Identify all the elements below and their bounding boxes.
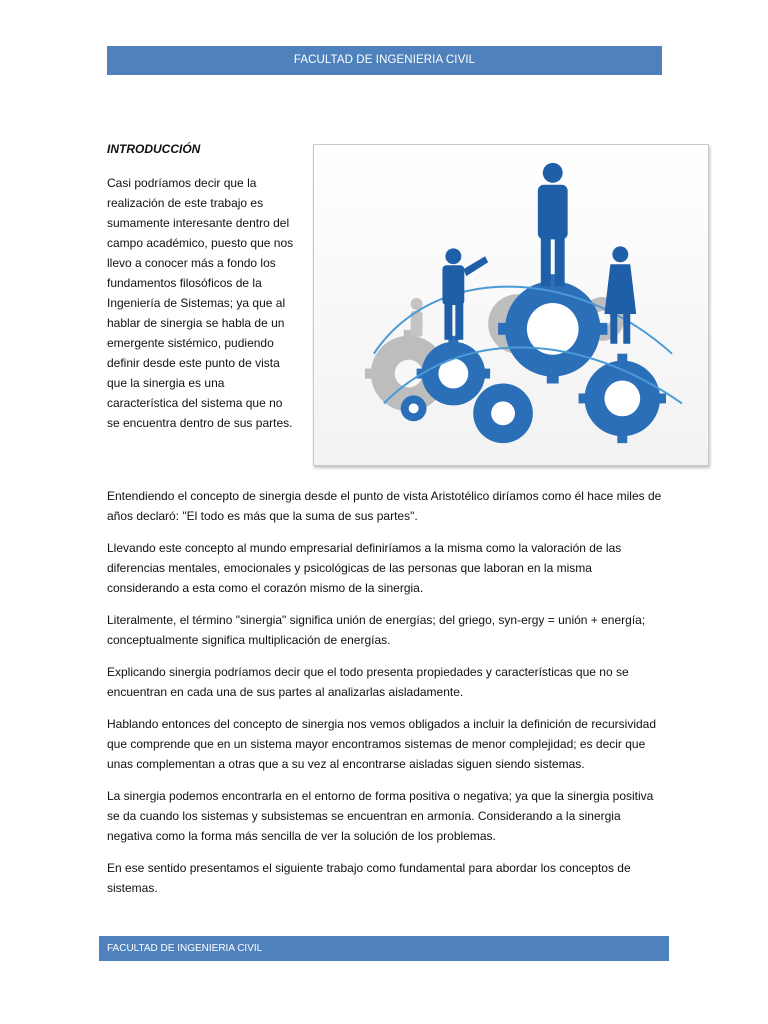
section-title: INTRODUCCIÓN <box>107 142 201 156</box>
gears-icon <box>314 145 708 465</box>
body-paragraph: Hablando entonces del concepto de sinergia nos vemos obligados a incluir la definición de recursividad que comprende que en un sistema mayor encontramos sistemas de menor complejidad; es decir que unas complementan a otras que a su vez al encontrarse aisladas siguen siendo sistemas. <box>107 717 657 771</box>
page-header-bar <box>107 46 662 75</box>
body-paragraph: Explicando sinergia podríamos decir que el todo presenta propiedades y características que no se encuentran en cada una de sus partes al analizarlas aisladamente. <box>107 665 629 699</box>
body-paragraph: Llevando este concepto al mundo empresarial definiríamos a la misma como la valoración de las diferencias mentales, emocionales y psicológicas de las personas que laboran en la misma considerando a esta como el corazón mismo de la sinergia. <box>107 541 622 595</box>
footer-title: FACULTAD DE INGENIERIA CIVIL <box>107 943 263 954</box>
page-footer-bar <box>99 936 669 961</box>
body-content <box>107 486 667 910</box>
gears-people-illustration <box>313 144 709 466</box>
header-title: FACULTAD DE INGENIERIA CIVIL <box>293 54 476 66</box>
body-paragraph: En ese sentido presentamos el siguiente trabajo como fundamental para abordar los conceptos de sistemas. <box>107 861 631 895</box>
body-paragraph: Literalmente, el término "sinergia" significa unión de energías; del griego, syn-ergy = unión + energía; conceptualmente significa multiplicación de energías. <box>107 613 646 647</box>
body-paragraph: Entendiendo el concepto de sinergia desde el punto de vista Aristotélico diríamos como él hace miles de años declaró: "El todo es más que la suma de sus partes". <box>107 489 662 523</box>
body-paragraph: La sinergia podemos encontrarla en el entorno de forma positiva o negativa; ya que la sinergia positiva se da cuando los sistemas y subsistemas se encuentran en armonía. Considerando a la sinergia negativa como la forma más sencilla de ver la solución de los problemas. <box>107 789 654 843</box>
intro-paragraph: Casi podríamos decir que la realización de este trabajo es sumamente interesante dentro del campo académico, puesto que nos llevo a conocer más a fondo los fundamentos filosóficos de la Ingeniería de Sistemas; ya que al hablar de sinergia se habla de un emergente sistémico, pudiendo definir desde este punto de vista que la sinergia es una característica del sistema que no se encuentra dentro de sus partes. <box>107 176 294 430</box>
